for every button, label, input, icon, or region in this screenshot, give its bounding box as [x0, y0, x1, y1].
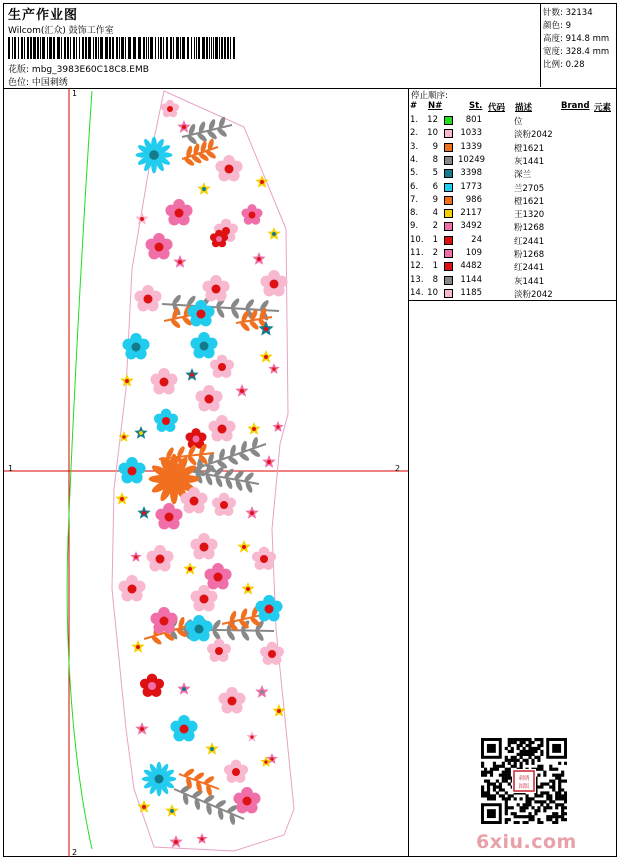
row-description: 位: [514, 117, 523, 127]
color-swatch: [444, 276, 453, 285]
star-top: [177, 120, 190, 133]
star-2e: [235, 384, 248, 397]
star-3b: [130, 551, 141, 562]
barcode-bar: [40, 37, 41, 59]
color-swatch: [444, 169, 453, 178]
flower-2f: [190, 332, 217, 358]
row-index: 1.: [410, 115, 419, 125]
barcode-bar: [14, 37, 16, 59]
guide-line: [67, 91, 92, 849]
star-2i: [247, 422, 260, 435]
table-row: [410, 142, 615, 155]
barcode-bar: [187, 37, 189, 59]
row-needle: 8: [432, 274, 438, 285]
flower-left-1: [145, 233, 172, 259]
row-needle: 10: [427, 287, 438, 298]
color-swatch: [444, 196, 453, 205]
color-swatch: [444, 183, 453, 192]
row-needle: 1: [432, 261, 438, 272]
barcode-bar: [202, 37, 205, 59]
flower-3j: [207, 639, 231, 662]
color-swatch: [444, 156, 453, 165]
stat-height: 高度: 914.8 mm: [543, 34, 610, 44]
barcode-bar: [100, 37, 103, 59]
file-label: 花版:: [8, 65, 30, 75]
barcode-bar: [18, 37, 19, 59]
row-index: 4.: [410, 154, 419, 165]
flower-2j: [154, 409, 178, 432]
col-code: 代码: [488, 103, 506, 113]
star-center-left: [115, 492, 128, 505]
row-stitches: 3398: [460, 168, 482, 179]
row-index: 5.: [410, 168, 419, 179]
row-description: 深兰: [514, 170, 532, 181]
table-row: [410, 261, 615, 274]
watermark: 6xiu.com: [476, 831, 577, 853]
color-value: 中国刺绣: [31, 78, 68, 88]
barcode-bar: [119, 37, 120, 59]
star-3e: [131, 640, 144, 653]
row-needle: 2: [432, 221, 438, 232]
barcode-bar: [215, 37, 218, 59]
star-2j: [272, 421, 283, 432]
barcode-bar: [233, 37, 235, 59]
star-3f: [177, 682, 190, 695]
table-row: [410, 182, 615, 195]
row-description: 粉1268: [514, 250, 545, 260]
row-needle: 12: [427, 115, 438, 125]
row-needle: 8: [432, 154, 438, 165]
barcode-bar: [198, 37, 200, 59]
row-index: 14.: [410, 287, 424, 298]
row-needle: 9: [432, 141, 438, 152]
page-title: 生产作业图: [8, 8, 79, 23]
barcode-bar: [33, 37, 36, 59]
barcode-bar: [176, 37, 179, 59]
col-index: #: [410, 101, 418, 111]
table-row: [410, 248, 615, 261]
barcode-bar: [121, 37, 124, 59]
barcode-bar: [88, 37, 91, 59]
barcode-bar: [112, 37, 114, 59]
flower-top-right: [215, 155, 242, 181]
barcode-bar: [27, 37, 29, 59]
flower-2c: [202, 275, 229, 301]
star-center-right: [262, 455, 275, 468]
barcode-bar: [146, 37, 147, 59]
row-index: 11.: [410, 248, 424, 258]
row-stitches: 1773: [460, 181, 482, 192]
col-stitches: St.: [469, 101, 483, 111]
qr-code: [481, 738, 567, 824]
row-stitches: 986: [465, 194, 482, 205]
barcode-bar: [133, 37, 136, 59]
col-element: 元素: [594, 103, 612, 113]
row-stitches: 3492: [460, 221, 482, 232]
color-swatch: [444, 209, 453, 218]
row-description: 红2441: [514, 236, 545, 247]
barcode-bar: [8, 37, 10, 59]
panel-divider: [408, 88, 409, 857]
star-bottom-3: [165, 804, 178, 817]
barcode-bar: [219, 37, 220, 59]
flower-2h: [150, 368, 177, 394]
star-2g: [134, 426, 147, 439]
row-description: 粉1268: [514, 223, 545, 234]
barcode-bar: [37, 37, 39, 59]
star-3g: [255, 685, 268, 698]
barcode-bar: [148, 37, 149, 59]
barcode-bar: [166, 37, 168, 59]
barcode-bar: [125, 37, 126, 59]
flower-center-2: [155, 503, 182, 529]
table-row: [410, 221, 615, 234]
color-swatch: [444, 236, 453, 245]
row-index: 7.: [410, 194, 419, 205]
row-needle: 10: [427, 128, 438, 139]
file-line: [8, 62, 149, 75]
barcode-bar: [12, 37, 13, 59]
row-needle: 1: [432, 234, 438, 245]
barcode-bar: [49, 37, 52, 59]
row-needle: 9: [432, 194, 438, 205]
marker-top-left: 1: [72, 89, 78, 98]
row-description: 橙1621: [514, 196, 545, 207]
barcode-bar: [42, 37, 45, 59]
row-description: 王1320: [514, 210, 545, 221]
star-3d: [241, 582, 254, 595]
barcode-bar: [182, 37, 185, 59]
embroidery-design: [4, 89, 408, 857]
table-row: [410, 115, 615, 128]
star-bottom-4: [169, 835, 182, 848]
flower-3i: [150, 607, 177, 633]
star-center-3: [245, 506, 258, 519]
barcode-bar: [116, 37, 118, 59]
barcode-bar: [67, 37, 69, 59]
flower-3m: [218, 687, 245, 713]
flower-center-3: [212, 493, 236, 516]
barcode-bar: [196, 37, 197, 59]
row-description: 灰1441: [514, 276, 545, 287]
barcode-bar: [158, 37, 159, 59]
col-needle: N#: [428, 101, 443, 111]
barcode-bar: [105, 37, 108, 59]
row-index: 6.: [410, 181, 419, 192]
color-swatch: [444, 262, 453, 271]
barcode-bar: [209, 37, 210, 59]
table-row: [410, 275, 615, 288]
star-2b: [259, 350, 272, 363]
star-3k: [246, 731, 257, 742]
barcode-bar: [79, 37, 80, 59]
row-stitches: 1144: [460, 274, 482, 285]
barcode-bar: [211, 37, 212, 59]
row-index: 9.: [410, 221, 419, 232]
barcode-bar: [213, 37, 214, 59]
col-brand: Brand: [561, 101, 590, 111]
barcode-bar: [47, 37, 48, 59]
flower-3k: [260, 642, 284, 665]
table-row: [410, 168, 615, 181]
barcode-bar: [180, 37, 181, 59]
row-description: 淡粉2042: [514, 289, 553, 300]
row-description: 红2441: [514, 263, 545, 274]
flower-3h: [185, 615, 212, 641]
barcode-bar: [93, 37, 94, 59]
row-description: 淡粉2042: [514, 130, 553, 141]
barcode-bar: [221, 37, 223, 59]
flower-2e: [122, 333, 149, 359]
barcode-bar: [70, 37, 71, 59]
row-stitches: 1033: [460, 128, 482, 139]
flower-upper-right: [241, 204, 262, 224]
color-swatch: [444, 222, 453, 231]
row-stitches: 1185: [460, 287, 482, 298]
flower-3a: [190, 533, 217, 559]
row-needle: 4: [432, 208, 438, 219]
flower-2k: [208, 415, 235, 441]
row-description: 橙1621: [514, 143, 545, 154]
star-upper-right: [267, 227, 280, 240]
star-mid-2: [252, 252, 265, 265]
flower-3d: [204, 563, 231, 589]
star-3j: [205, 742, 218, 755]
company-name: Wilcom(汇众) 鼓饰工作室: [8, 26, 114, 36]
row-index: 12.: [410, 261, 424, 272]
row-stitches: 4482: [460, 261, 482, 272]
color-line: [8, 75, 68, 88]
star-top-right: [255, 175, 268, 188]
stat-width: 宽度: 328.4 mm: [543, 47, 610, 57]
col-description: 描述: [515, 103, 533, 113]
table-divider: [408, 300, 617, 301]
star-bottom-5: [196, 833, 207, 844]
barcode-bar: [109, 37, 111, 59]
star-2c: [185, 368, 198, 381]
qr-stamp-text: 刺绣: [518, 776, 530, 782]
daisy-bottom: [142, 762, 177, 797]
flower-3c: [146, 545, 173, 571]
barcode-bar: [85, 37, 87, 59]
row-index: 10.: [410, 234, 424, 245]
barcode-bar: [57, 37, 60, 59]
table-row: [410, 195, 615, 208]
star-top-mid: [197, 182, 210, 195]
barcode-bar: [206, 37, 208, 59]
row-stitches: 1339: [460, 141, 482, 152]
star-3a: [237, 540, 250, 553]
flower-top: [161, 100, 179, 118]
color-swatch: [444, 249, 453, 258]
row-description: 灰1441: [514, 156, 545, 167]
flower-2i: [195, 385, 222, 411]
flower-3g: [255, 595, 282, 621]
barcode-bar: [194, 37, 195, 59]
row-stitches: 109: [465, 248, 482, 258]
barcode-bar: [24, 37, 25, 59]
table-row: [410, 288, 615, 301]
color-swatch: [444, 289, 453, 298]
color-swatch: [444, 143, 453, 152]
star-center-2: [137, 506, 150, 519]
qr-stamp-text-2: 图版: [518, 784, 530, 790]
barcode-bar: [61, 37, 62, 59]
flower-bottom-2: [233, 787, 260, 813]
row-needle: 6: [432, 181, 438, 192]
daisy-top: [136, 137, 173, 174]
barcode-bar: [150, 37, 153, 59]
flower-3n: [170, 715, 197, 741]
file-name: mbg_3983E60C18C8.EMB: [31, 65, 149, 75]
barcode-bar: [224, 37, 226, 59]
stat-colors: 颜色: 9: [543, 21, 571, 31]
row-index: 2.: [410, 128, 419, 139]
barcode-bar: [128, 37, 131, 59]
barcode-bar: [155, 37, 156, 59]
star-3c: [183, 562, 196, 575]
flower-bottom-1: [224, 760, 248, 783]
flower-3e: [118, 575, 145, 601]
flower-2g: [210, 355, 234, 378]
barcode-bar: [143, 37, 145, 59]
barcode-bar: [173, 37, 174, 59]
table-row: [410, 208, 615, 221]
barcode-bar: [82, 37, 84, 59]
barcode-bar: [160, 37, 162, 59]
star-3h: [135, 722, 148, 735]
marker-bottom-left: 2: [72, 848, 78, 857]
star-bottom-2: [137, 800, 150, 813]
row-index: 13.: [410, 274, 424, 285]
barcode-bar: [230, 37, 231, 59]
barcode: [8, 37, 236, 59]
row-stitches: 801: [465, 115, 482, 125]
table-row: [410, 128, 615, 141]
table-row: [410, 235, 615, 248]
barcode-bar: [191, 37, 192, 59]
star-upper-left: [135, 212, 148, 225]
row-index: 3.: [410, 141, 419, 152]
color-swatch: [444, 116, 453, 125]
flower-2d: [260, 270, 287, 296]
marker-right-mid: 2: [395, 464, 401, 473]
barcode-bar: [21, 37, 23, 59]
flower-2a: [134, 285, 161, 311]
flower-3l: [140, 674, 164, 697]
row-stitches: 10249: [458, 154, 486, 165]
barcode-bar: [95, 37, 97, 59]
star-2f: [268, 363, 279, 374]
barcode-bar: [53, 37, 55, 59]
color-label: 色位:: [8, 78, 30, 88]
row-description: 兰2705: [514, 183, 545, 194]
barcode-bar: [30, 37, 32, 59]
barcode-bar: [73, 37, 75, 59]
barcode-bar: [170, 37, 172, 59]
row-needle: 5: [432, 168, 438, 179]
star-2d: [120, 374, 133, 387]
color-swatch: [444, 129, 453, 138]
stop-sequence-title: 停止顺序:: [411, 91, 448, 101]
star-mid-1: [173, 255, 186, 268]
stat-stitches: 针数: 32134: [543, 8, 593, 18]
flower-center-left: [118, 457, 145, 483]
leaf-spray-top: [182, 116, 232, 146]
barcode-bar: [138, 37, 141, 59]
row-index: 8.: [410, 208, 419, 219]
barcode-bar: [98, 37, 99, 59]
row-stitches: 2117: [460, 208, 482, 219]
barcode-bar: [163, 37, 164, 59]
barcode-bar: [76, 37, 77, 59]
stat-scale: 比例: 0.28: [543, 60, 585, 70]
row-stitches: 24: [471, 234, 482, 245]
barcode-bar: [64, 37, 66, 59]
table-row: [410, 155, 615, 168]
orange-spray-top: [182, 138, 218, 167]
barcode-bar: [227, 37, 229, 59]
flower-upper: [165, 199, 192, 225]
row-needle: 2: [432, 248, 438, 258]
marker-left-mid: 1: [8, 464, 14, 473]
